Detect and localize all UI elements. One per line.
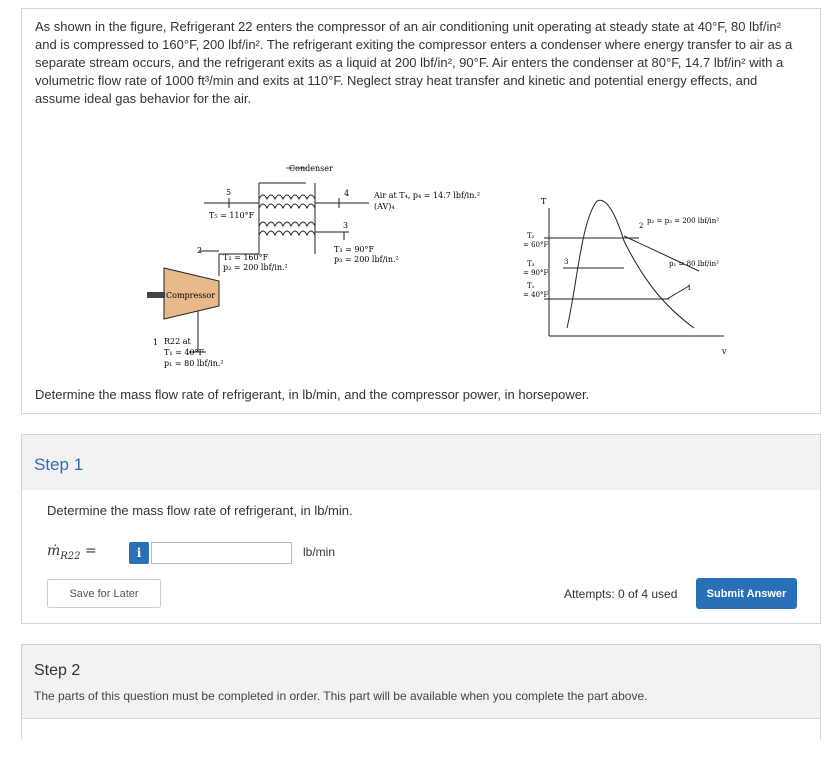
state-1: 1 — [153, 338, 159, 347]
p3-label: p₃ = 200 lbf/in.² — [334, 255, 399, 264]
step1-card — [21, 434, 821, 624]
t3-label: T₃ = 90°F — [334, 245, 375, 254]
p1-label: p₁ = 80 lbf/in.² — [164, 359, 224, 368]
av4-label: (AV)₄ — [374, 202, 395, 211]
problem-line-1: As shown in the figure, Refrigerant 22 enters the compressor of an air conditioning unit operating at steady state at 40°F, 80 lbf/in² — [35, 19, 781, 34]
state-4: 4 — [344, 189, 350, 198]
tv-axis-t: T — [541, 197, 547, 206]
problem-statement — [35, 18, 810, 108]
answer-input[interactable] — [151, 542, 292, 564]
problem-line-3: separate stream occurs, and the refrigerant exits as a liquid at 200 lbf/in², 90°F. Air enters the condenser at 80°F, 14.7 lbf/in² with a — [35, 55, 784, 70]
condenser-label: Condenser — [289, 164, 333, 173]
problem-line-2: and is compressed to 160°F, 200 lbf/in². The refrigerant exiting the compressor enters a condenser where energy transfer to air as a — [35, 37, 793, 52]
state-5: 5 — [226, 188, 232, 197]
tv-t1-label: T₁ — [527, 282, 535, 290]
r22-label: R22 at — [164, 337, 191, 346]
problem-line-5: assume ideal gas behavior for the air. — [35, 91, 252, 106]
tv-t1-value: = 40°F — [523, 291, 549, 299]
mass-flow-m: ṁ — [47, 543, 61, 559]
compressor-shaft — [147, 292, 165, 298]
step2-text: The parts of this question must be completed in order. This part will be available when you complete the part above. — [34, 689, 648, 703]
save-for-later-button[interactable]: Save for Later — [47, 579, 161, 608]
step1-title: Step 1 — [34, 455, 84, 474]
question-text: Determine the mass flow rate of refrigerant, in lb/min, and the compressor power, in horsepower. — [35, 387, 590, 402]
t5-label: T₅ = 110°F — [209, 211, 255, 220]
submit-answer-button[interactable]: Submit Answer — [696, 578, 797, 609]
tv-t3-value: = 90°F — [523, 269, 549, 277]
tv-p23-label: p₂ = p₃ = 200 lbf/in² — [647, 217, 720, 225]
equals-sign: = — [85, 543, 97, 559]
mass-flow-symbol — [47, 543, 97, 562]
tv-state-1: 1 — [687, 284, 692, 292]
compressor-label: Compressor — [166, 291, 216, 300]
problem-line-4: volumetric flow rate of 1000 ft³/min and exits at 110°F. Neglect stray heat transfer and kinetic and potential energy effects, and — [35, 73, 758, 88]
tv-t2-label: T₂ — [527, 232, 535, 240]
problem-card — [21, 8, 821, 414]
state-2: 2 — [197, 246, 203, 255]
info-icon[interactable]: i — [129, 542, 149, 564]
step2-title: Step 2 — [34, 662, 81, 679]
unit-label: lb/min — [303, 545, 336, 559]
mass-flow-subscript: R22 — [60, 550, 81, 562]
problem-figure — [119, 156, 759, 386]
p2-label: p₂ = 200 lbf/in.² — [223, 263, 288, 272]
step2-card — [21, 644, 821, 740]
tv-state-2: 2 — [639, 222, 644, 230]
step1-header — [22, 435, 820, 490]
tv-t3-label: T₃ — [527, 260, 535, 268]
t2-label: T₂ = 160°F — [223, 253, 269, 262]
state-3: 3 — [343, 221, 349, 230]
tv-t2-value: = 60°F — [523, 241, 549, 249]
step1-prompt: Determine the mass flow rate of refrigerant, in lb/min. — [47, 503, 353, 518]
attempts-counter: Attempts: 0 of 4 used — [564, 587, 678, 601]
air-inlet-label: Air at T₄, p₄ = 14.7 lbf/in.² — [374, 191, 481, 200]
tv-p1-label: p₁ = 80 lbf/in² — [669, 260, 719, 268]
t1-label: T₁ = 40°F — [164, 348, 205, 357]
step2-body — [22, 718, 820, 741]
tv-state-3: 3 — [564, 258, 569, 266]
tv-axis-v: v — [722, 347, 727, 356]
